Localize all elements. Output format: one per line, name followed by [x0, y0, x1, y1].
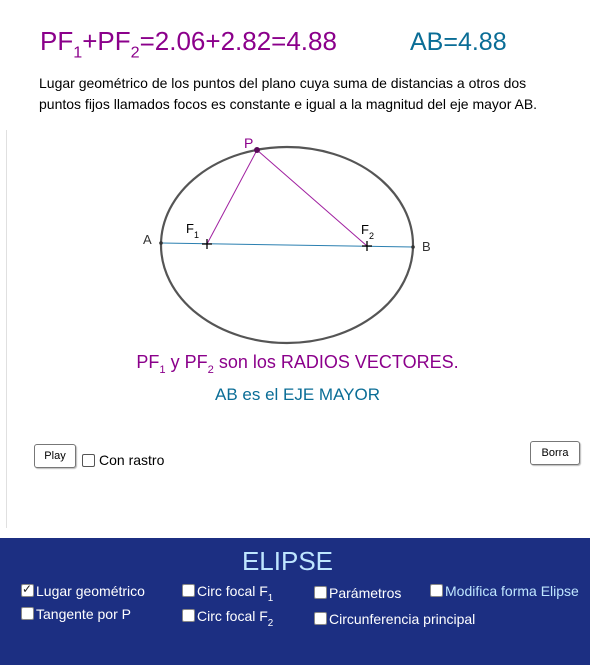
label-f2-main: F [361, 222, 369, 237]
lugar-label: Lugar geométrico [36, 583, 145, 599]
options-panel [0, 538, 590, 665]
label-a: A [143, 232, 152, 247]
lugar-checkbox[interactable] [21, 584, 34, 597]
label-f1-main: F [186, 221, 194, 236]
circ-f1-label [197, 583, 273, 604]
definition-text: Lugar geométrico de los puntos del plano cuya suma de distancias a otros dos puntos fijos llamados focos es constante e igual a la magnitud del eje mayor AB. [39, 75, 538, 112]
radios-caption [0, 352, 590, 376]
label-f1-sub: 1 [193, 230, 199, 240]
point-a [159, 241, 163, 245]
radios-pf1: PF [136, 352, 160, 372]
focus-f1-marker [202, 239, 212, 249]
formula-pf2: +PF [82, 26, 131, 56]
ellipse-graph[interactable] [0, 130, 590, 350]
circ-principal-checkbox[interactable] [314, 612, 327, 625]
label-b: B [422, 239, 431, 254]
circ-f1-text: Circ focal F [197, 583, 268, 599]
borra-button[interactable]: Borra [530, 441, 580, 465]
circ-f1-sub: 1 [267, 592, 274, 604]
label-p: P [244, 135, 254, 151]
circ-f2-label [197, 608, 273, 629]
point-p[interactable] [254, 147, 260, 153]
formula-result: =2.06+2.82=4.88 [139, 26, 337, 56]
tangente-checkbox[interactable] [21, 607, 34, 620]
circ-f2-text: Circ focal F [197, 608, 268, 624]
label-f1 [186, 221, 199, 240]
panel-title: ELIPSE [241, 546, 334, 576]
con-rastro-label: Con rastro [99, 452, 165, 468]
radios-sub-2: 2 [207, 364, 214, 377]
circ-f2-checkbox[interactable] [182, 609, 195, 622]
ab-length: AB=4.88 [410, 28, 507, 56]
point-b [411, 245, 415, 249]
tangente-label: Tangente por P [36, 606, 131, 622]
radius-pf2 [257, 150, 367, 246]
formula-pf1: PF [40, 26, 74, 56]
formula-sub-2: 2 [130, 43, 140, 62]
parametros-checkbox[interactable] [314, 586, 327, 599]
eje-caption: AB es el EJE MAYOR [214, 385, 380, 404]
modifica-checkbox[interactable] [430, 584, 443, 597]
formula-sub-1: 1 [73, 43, 83, 62]
radios-pf2: y PF [165, 352, 208, 372]
sum-formula [40, 26, 337, 62]
circ-f2-sub: 2 [267, 617, 274, 629]
label-f2-sub: 2 [368, 231, 374, 241]
con-rastro-checkbox[interactable] [82, 454, 95, 467]
parametros-label: Parámetros [329, 585, 402, 601]
circ-f1-checkbox[interactable] [182, 584, 195, 597]
radios-sub-1: 1 [159, 364, 166, 377]
modifica-label: Modifica forma Elipse [445, 583, 579, 599]
major-axis-ab [161, 243, 413, 247]
circ-principal-label: Circunferencia principal [329, 611, 476, 627]
radios-text: son los RADIOS VECTORES. [213, 352, 459, 372]
label-f2 [361, 222, 374, 241]
play-button[interactable]: Play [34, 444, 76, 468]
